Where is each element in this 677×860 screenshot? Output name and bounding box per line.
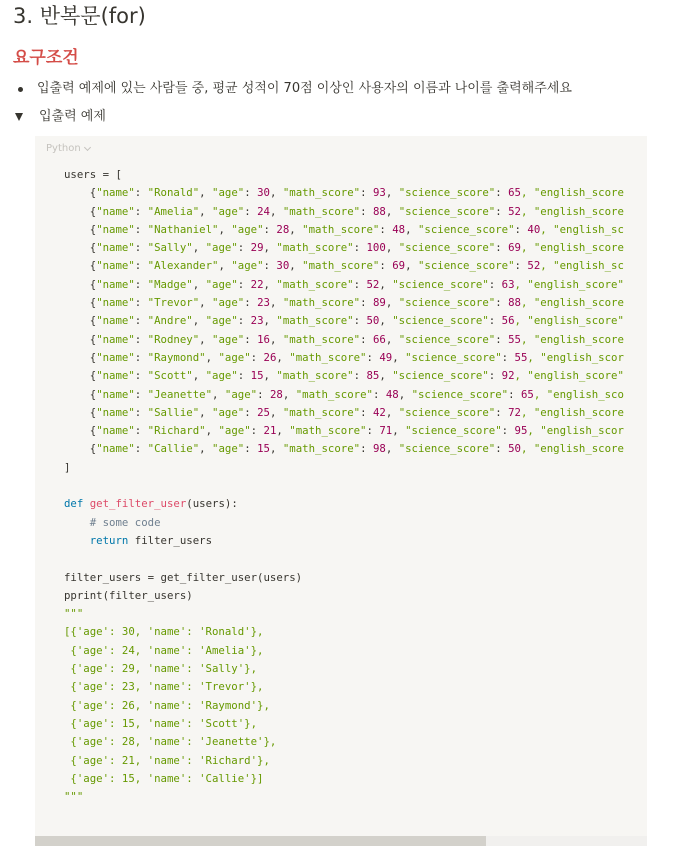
code-line-output (64, 770, 624, 788)
user-name: "Andre" (147, 314, 193, 328)
user-science-score: 65 (508, 186, 521, 200)
user-age: 23 (250, 314, 264, 328)
code-line-def (64, 495, 624, 513)
code-line-output (64, 733, 624, 751)
key-science-score: "science_score" (392, 277, 489, 291)
user-math-score: 49 (379, 350, 393, 364)
code-line-user: {"name": "Trevor", "age": 23, "math_score": 89, "science_score": 88, "english_score (64, 296, 624, 310)
user-science-score: 69 (508, 241, 521, 255)
user-line-overflow: , "english_score (520, 204, 624, 218)
key-name: "name" (96, 296, 135, 310)
key-age: "age" (205, 314, 238, 328)
key-age: "age" (212, 296, 245, 310)
user-line-overflow: , "english_score (520, 405, 624, 419)
key-math-score: "math_score" (282, 186, 361, 200)
key-age: "age" (205, 369, 238, 383)
key-science-score: "science_score" (392, 314, 489, 328)
key-age: "age" (205, 241, 238, 255)
user-line-overflow: , "english_score (520, 186, 624, 200)
key-math-score: "math_score" (295, 387, 373, 401)
user-name: "Jeanette" (147, 387, 213, 401)
user-age: 21 (263, 424, 277, 438)
key-age: "age" (212, 405, 245, 419)
user-age: 29 (250, 241, 264, 255)
user-line-overflow: , "english_sc (540, 222, 624, 236)
user-age: 15 (250, 369, 264, 383)
user-science-score: 55 (514, 350, 528, 364)
key-math-score: "math_score" (276, 369, 354, 383)
user-name: "Sallie" (147, 405, 200, 419)
key-name: "name" (96, 350, 135, 364)
code-line-users-close (64, 459, 624, 477)
key-math-score: "math_score" (282, 442, 361, 456)
code-line-user: {"name": "Alexander", "age": 30, "math_score": 69, "science_score": 52, "english_sc (64, 259, 624, 273)
requirement-bullet (18, 79, 572, 99)
code-line-user: {"name": "Rodney", "age": 16, "math_score": 66, "science_score": 55, "english_score (64, 332, 624, 346)
user-name: "Madge" (147, 277, 193, 291)
key-math-score: "math_score" (282, 405, 361, 419)
code-line-user: {"name": "Scott", "age": 15, "math_score": 85, "science_score": 92, "english_score" (64, 369, 624, 383)
code-line-user: {"name": "Andre", "age": 23, "math_score": 50, "science_score": 56, "english_score" (64, 314, 624, 328)
key-math-score: "math_score" (302, 259, 380, 273)
key-name: "name" (96, 204, 135, 218)
docstring-quote: """ (64, 790, 84, 804)
code-line-blank (64, 550, 624, 568)
user-science-score: 55 (508, 332, 521, 346)
key-age: "age" (212, 332, 245, 346)
key-science-score: "science_score" (398, 204, 496, 218)
output-line: {'age': 15, 'name': 'Scott'}, (64, 716, 258, 730)
code-line-user: {"name": "Sallie", "age": 25, "math_score": 42, "science_score": 72, "english_score (64, 405, 624, 419)
user-age: 24 (257, 204, 270, 218)
code-line-user: {"name": "Callie", "age": 15, "math_score": 98, "science_score": 50, "english_score (64, 442, 624, 456)
user-math-score: 69 (392, 259, 406, 273)
user-line-overflow: , "english_score" (514, 314, 624, 328)
key-math-score: "math_score" (276, 277, 354, 291)
user-science-score: 52 (527, 259, 541, 273)
user-math-score: 52 (366, 277, 380, 291)
key-science-score: "science_score" (398, 405, 496, 419)
key-name: "name" (96, 277, 135, 291)
user-age: 25 (257, 405, 270, 419)
user-math-score: 100 (366, 241, 386, 255)
key-science-score: "science_score" (398, 332, 496, 346)
code-line-comment (64, 514, 624, 532)
user-name: "Alexander" (147, 259, 219, 273)
key-name: "name" (96, 259, 135, 273)
code-line-output (64, 715, 624, 733)
user-name: "Trevor" (147, 296, 200, 310)
user-math-score: 85 (366, 369, 380, 383)
code-line-blank (64, 477, 624, 495)
code-line-output (64, 678, 624, 696)
code-line-user: {"name": "Sally", "age": 29, "math_score": 100, "science_score": 69, "english_score (64, 241, 624, 255)
user-name: "Richard" (147, 424, 206, 438)
key-age: "age" (212, 204, 245, 218)
bullet-dot-icon (18, 87, 23, 92)
key-age: "age" (231, 259, 264, 273)
page-heading: 3. 반복문(for) (13, 4, 146, 28)
code-line-user: {"name": "Jeanette", "age": 28, "math_score": 48, "science_score": 65, "english_sco (64, 387, 624, 401)
key-name: "name" (96, 369, 135, 383)
key-science-score: "science_score" (417, 222, 515, 236)
user-science-score: 63 (501, 277, 515, 291)
user-line-overflow: , "english_score (520, 442, 624, 456)
return-keyword: return (89, 533, 129, 547)
key-science-score: "science_score" (405, 424, 502, 438)
key-science-score: "science_score" (411, 387, 509, 401)
output-line: {'age': 21, 'name': 'Richard'}, (64, 753, 270, 767)
user-line-overflow: , "english_score" (514, 369, 624, 383)
user-math-score: 88 (372, 204, 386, 218)
user-science-score: 92 (501, 369, 515, 383)
code-line-user: {"name": "Amelia", "age": 24, "math_score": 88, "science_score": 52, "english_score (64, 204, 624, 218)
key-name: "name" (96, 405, 135, 419)
key-name: "name" (96, 424, 135, 438)
code-line-print (64, 587, 624, 605)
user-name: "Rodney" (147, 332, 200, 346)
output-line: [{'age': 30, 'name': 'Ronald'}, (64, 625, 264, 639)
key-science-score: "science_score" (398, 296, 496, 310)
user-math-score: 66 (372, 332, 386, 346)
code-line-user: {"name": "Madge", "age": 22, "math_score": 52, "science_score": 63, "english_score" (64, 277, 624, 291)
toggle-triangle-icon[interactable] (15, 113, 23, 121)
docstring-quote: """ (64, 607, 84, 621)
key-name: "name" (96, 241, 135, 255)
user-science-score: 72 (508, 405, 521, 419)
user-science-score: 50 (508, 442, 521, 456)
key-science-score: "science_score" (405, 350, 502, 364)
key-name: "name" (96, 442, 135, 456)
key-age: "age" (224, 387, 258, 401)
user-age: 26 (263, 350, 277, 364)
user-name: "Nathaniel" (147, 222, 219, 236)
key-age: "age" (231, 222, 264, 236)
output-line: {'age': 28, 'name': 'Jeanette'}, (64, 735, 277, 749)
code-line-output (64, 752, 624, 770)
code-line-call (64, 569, 624, 587)
user-name: "Amelia" (147, 204, 200, 218)
key-age: "age" (218, 350, 251, 364)
user-age: 16 (257, 332, 270, 346)
user-age: 28 (269, 387, 283, 401)
user-line-overflow: , "english_score (520, 296, 624, 310)
user-science-score: 56 (501, 314, 515, 328)
key-math-score: "math_score" (282, 204, 361, 218)
code-line-docstring-open (64, 605, 624, 623)
user-age: 23 (257, 296, 270, 310)
chevron-down-icon[interactable] (84, 143, 91, 150)
user-line-overflow: , "english_score (520, 332, 624, 346)
user-line-overflow: , "english_score" (514, 277, 624, 291)
user-age: 30 (257, 186, 270, 200)
key-age: "age" (212, 442, 245, 456)
output-line: {'age': 29, 'name': 'Sally'}, (64, 662, 258, 676)
user-math-score: 50 (366, 314, 380, 328)
key-science-score: "science_score" (392, 369, 489, 383)
key-name: "name" (96, 186, 135, 200)
code-block[interactable] (35, 136, 647, 846)
key-math-score: "math_score" (289, 424, 367, 438)
scrollbar-thumb[interactable] (35, 836, 486, 846)
key-science-score: "science_score" (398, 186, 496, 200)
user-name: "Sally" (147, 241, 193, 255)
code-line-return (64, 532, 624, 550)
toggle-label[interactable]: 입출력 예제 (39, 109, 106, 124)
key-math-score: "math_score" (282, 332, 361, 346)
user-math-score: 48 (392, 222, 406, 236)
user-math-score: 89 (372, 296, 386, 310)
key-age: "age" (205, 277, 238, 291)
language-label[interactable]: Python (46, 143, 81, 154)
output-line: {'age': 15, 'name': 'Callie'}] (64, 771, 264, 785)
key-math-score: "math_score" (276, 241, 354, 255)
code-line-user: {"name": "Richard", "age": 21, "math_score": 71, "science_score": 95, "english_scor (64, 424, 624, 438)
horizontal-scrollbar[interactable] (35, 836, 647, 846)
key-name: "name" (96, 387, 135, 401)
code-content (64, 166, 624, 806)
key-math-score: "math_score" (302, 222, 380, 236)
user-line-overflow: , "english_scor (527, 350, 624, 364)
user-science-score: 88 (508, 296, 521, 310)
user-line-overflow: , "english_scor (527, 424, 624, 438)
user-line-overflow: , "english_sc (540, 259, 624, 273)
io-example-toggle[interactable] (14, 107, 106, 127)
key-name: "name" (96, 314, 135, 328)
user-math-score: 42 (372, 405, 386, 419)
code-line-user: {"name": "Raymond", "age": 26, "math_score": 49, "science_score": 55, "english_scor (64, 350, 624, 364)
user-age: 22 (250, 277, 264, 291)
user-age: 28 (276, 222, 290, 236)
user-age: 15 (257, 442, 270, 456)
code-line-output (64, 642, 624, 660)
user-science-score: 95 (514, 424, 528, 438)
code-line-users-open (64, 166, 624, 184)
key-name: "name" (96, 222, 135, 236)
output-line: {'age': 23, 'name': 'Trevor'}, (64, 680, 264, 694)
user-name: "Ronald" (147, 186, 200, 200)
code-line-output (64, 660, 624, 678)
output-line: {'age': 24, 'name': 'Amelia'}, (64, 643, 264, 657)
function-params: (users): (186, 497, 238, 511)
user-math-score: 71 (379, 424, 393, 438)
code-comment: # some code (89, 515, 161, 529)
user-math-score: 48 (385, 387, 399, 401)
user-science-score: 40 (527, 222, 541, 236)
code-line-output (64, 697, 624, 715)
code-line-docstring-close (64, 788, 624, 806)
language-selector[interactable] (46, 143, 90, 154)
user-name: "Raymond" (147, 350, 206, 364)
key-age: "age" (212, 186, 245, 200)
code-line-user: {"name": "Ronald", "age": 30, "math_score": 93, "science_score": 65, "english_score (64, 186, 624, 200)
function-name: get_filter_user (89, 497, 187, 511)
key-science-score: "science_score" (417, 259, 515, 273)
user-line-overflow: , "english_score (520, 241, 624, 255)
print-statement: pprint(filter_users) (64, 588, 193, 602)
user-line-overflow: , "english_sco (533, 387, 624, 401)
key-age: "age" (218, 424, 251, 438)
users-open-text: users = [ (64, 168, 122, 181)
user-age: 30 (276, 259, 290, 273)
return-value: filter_users (134, 533, 213, 547)
user-math-score: 93 (372, 186, 386, 200)
key-science-score: "science_score" (398, 442, 496, 456)
user-name: "Callie" (147, 442, 200, 456)
call-statement: filter_users = get_filter_user(users) (64, 570, 303, 584)
key-science-score: "science_score" (398, 241, 496, 255)
key-math-score: "math_score" (276, 314, 354, 328)
requirement-text: 입출력 예제에 있는 사람들 중, 평균 성적이 70점 이상인 사용자의 이름과 나이를 출력해주세요 (37, 81, 572, 96)
def-keyword: def (64, 497, 84, 511)
user-math-score: 98 (372, 442, 386, 456)
key-name: "name" (96, 332, 135, 346)
users-close-text: ] (64, 460, 71, 474)
user-name: "Scott" (147, 369, 193, 383)
code-line-user: {"name": "Nathaniel", "age": 28, "math_score": 48, "science_score": 40, "english_sc (64, 222, 624, 236)
code-line-output (64, 623, 624, 641)
section-title: 요구조건 (13, 48, 79, 68)
user-science-score: 65 (520, 387, 534, 401)
key-math-score: "math_score" (282, 296, 361, 310)
output-line: {'age': 26, 'name': 'Raymond'}, (64, 698, 270, 712)
user-science-score: 52 (508, 204, 521, 218)
key-math-score: "math_score" (289, 350, 367, 364)
